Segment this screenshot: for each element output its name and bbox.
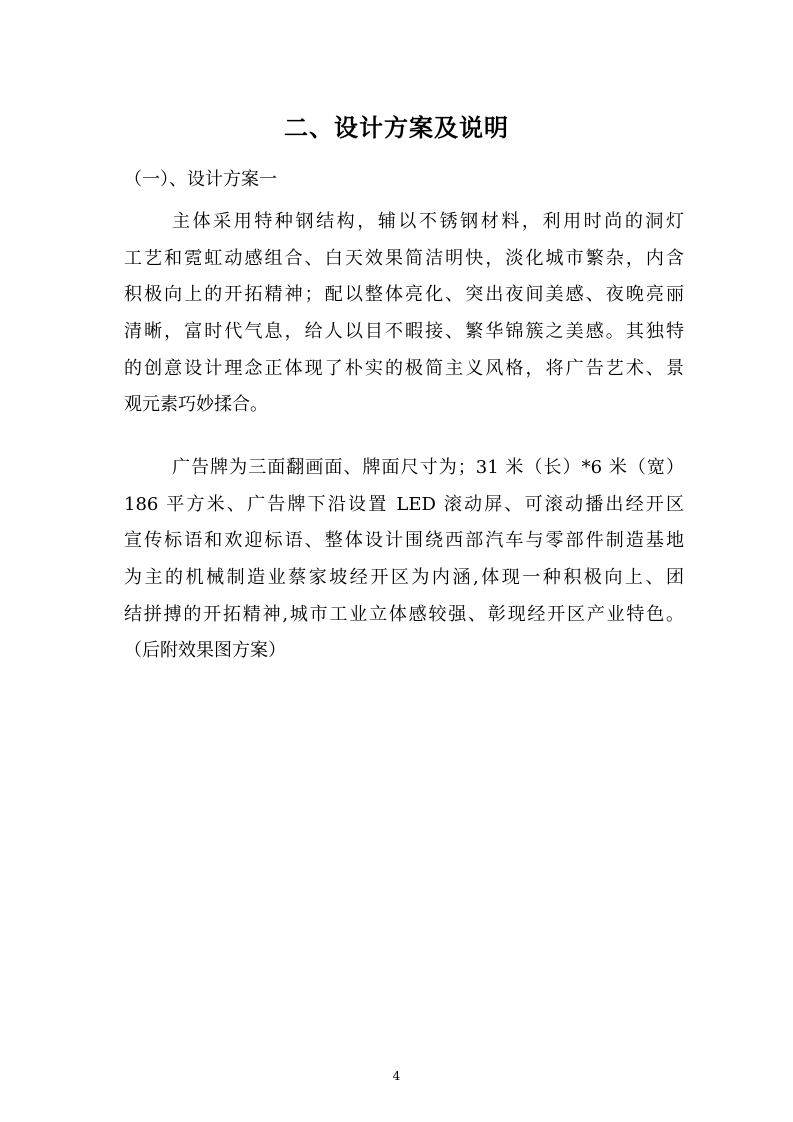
paragraph-line: 186 平方米、广告牌下沿设置 LED 滚动屏、可滚动播出经开区 [124,493,684,515]
page-number: 4 [392,1069,401,1083]
paragraph-line: 广告牌为三面翻画面、牌面尺寸为；31 米（长）*6 米（宽） [172,457,684,478]
paragraph-line: （后附效果图方案） [124,640,286,662]
paragraph-line: 积极向上的开拓精神；配以整体亮化、突出夜间美感、夜晚亮丽 [124,284,684,306]
paragraph-line: 观元素巧妙揉合。 [124,394,268,416]
paragraph-line: 为主的机械制造业蔡家坡经开区为内涵,体现一种积极向上、团 [124,567,684,589]
paragraph-design-description [124,204,684,424]
paragraph-line: 工艺和霓虹动感组合、白天效果简洁明快，淡化城市繁杂，内含 [124,247,684,269]
paragraph-line: 的创意设计理念正体现了朴实的极简主义风格，将广告艺术、景 [124,357,684,379]
paragraph-line: 清晰，富时代气息，给人以目不暇接、繁华锦簇之美感。其独特 [124,321,684,343]
paragraph-billboard-spec [124,450,684,670]
section-heading: （一）、设计方案一 [124,169,277,190]
page-title: 二、设计方案及说明 [284,113,509,142]
paragraph-line: 宣传标语和欢迎标语、整体设计围绕西部汽车与零部件制造基地 [124,530,684,552]
paragraph-line: 结拼搏的开拓精神,城市工业立体感较强、彰现经开区产业特色。 [124,603,684,625]
paragraph-line: 主体采用特种钢结构，辅以不锈钢材料，利用时尚的洞灯 [172,211,684,232]
